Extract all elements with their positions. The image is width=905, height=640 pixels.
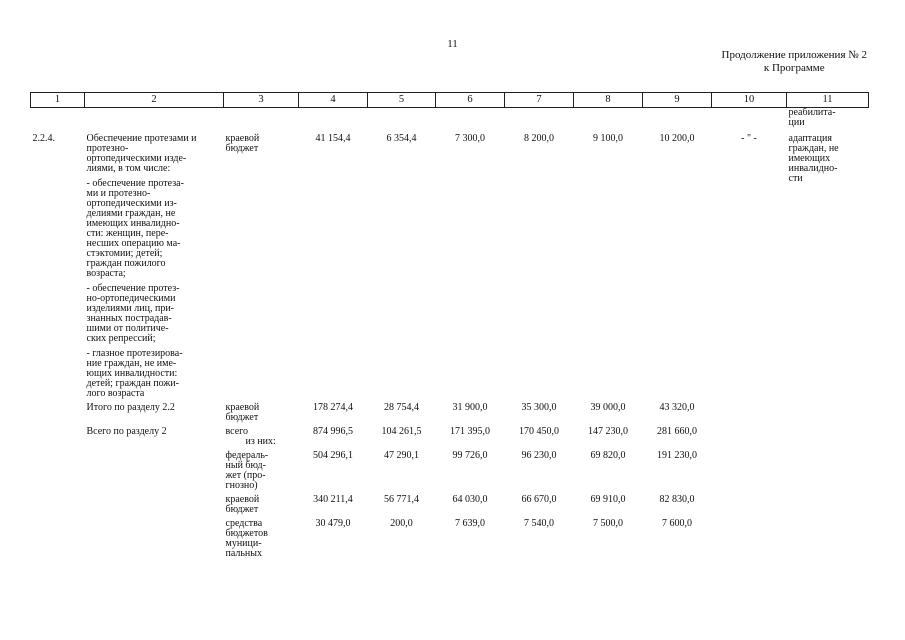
cell-col-1 [31, 399, 85, 423]
cell-col-5: 47 290,1 [384, 450, 419, 461]
cell-col-4: 340 211,4 [313, 494, 353, 505]
cell-description [85, 128, 224, 399]
cell-col-5: 200,0 [390, 518, 413, 529]
cell-col-10 [712, 423, 787, 447]
cell-col-9: 191 230,0 [657, 450, 697, 461]
cell-col-9: 82 830,0 [659, 494, 695, 505]
cell-col-11 [787, 423, 869, 447]
cell-col-5: 56 771,4 [384, 494, 419, 505]
cell-col-1 [31, 491, 85, 515]
cell-col-1 [31, 447, 85, 491]
cell-col-7: 7 540,0 [524, 518, 554, 529]
cell-col-4: 504 296,1 [313, 450, 353, 461]
cell-col-9: 43 320,0 [659, 402, 695, 413]
cell-col-3: краевой бюджет [225, 494, 260, 515]
table-row [31, 108, 869, 129]
cell-col-10: - " - [741, 133, 757, 144]
cell-col-10 [712, 491, 787, 515]
cell-col-10 [712, 108, 787, 129]
cell-col-4: 178 274,4 [313, 402, 353, 413]
cell-col-1: 2.2.4. [32, 133, 55, 144]
cell-col-6: 99 726,0 [452, 450, 488, 461]
cell-col-7: 8 200,0 [524, 133, 554, 144]
cell-col-9: 7 600,0 [662, 518, 692, 529]
col-header: 2 [85, 93, 224, 108]
cell-col-10 [712, 515, 787, 559]
cell-col-6: 171 395,0 [450, 426, 490, 437]
table-row [31, 447, 869, 491]
appendix-line-1: Продолжение приложения № 2 [721, 49, 867, 61]
cell-description [85, 423, 224, 447]
cell-description [85, 447, 224, 491]
cell-col-7: 35 300,0 [521, 402, 557, 413]
cell-col-4: 41 154,4 [315, 133, 351, 144]
page-number: 11 [447, 38, 458, 50]
cell-col-10 [712, 447, 787, 491]
cell-col-8: 9 100,0 [593, 133, 623, 144]
cell-col-9 [643, 108, 712, 129]
cell-col-5: 104 261,5 [381, 426, 422, 437]
cell-col-1 [31, 423, 85, 447]
cell-col-6: 7 639,0 [455, 518, 485, 529]
cell-col-9: 10 200,0 [659, 133, 695, 144]
table-row [31, 491, 869, 515]
cell-col-9: 281 660,0 [657, 426, 697, 437]
cell-col-4: 30 479,0 [315, 518, 351, 529]
col-header: 11 [787, 93, 869, 108]
cell-col-7: 170 450,0 [519, 426, 559, 437]
cell-col-3: федераль- ный бюд- жет (про- гнозно) [225, 450, 269, 491]
cell-description [85, 108, 224, 129]
cell-description [85, 491, 224, 515]
appendix-caption [722, 49, 867, 75]
cell-col-4 [299, 108, 368, 129]
cell-col-3: краевой бюджет [225, 402, 260, 423]
col-header: 8 [574, 93, 643, 108]
cell-col-4: 874 996,5 [313, 426, 353, 437]
cell-col-8: 39 000,0 [590, 402, 626, 413]
cell-col-6 [436, 108, 505, 129]
cell-col-7 [505, 108, 574, 129]
cell-col-8: 7 500,0 [593, 518, 623, 529]
cell-col-6: 31 900,0 [452, 402, 488, 413]
col-header: 1 [31, 93, 85, 108]
cell-col-3: всего из них: [225, 426, 276, 447]
cell-col-10 [712, 399, 787, 423]
col-header: 5 [368, 93, 436, 108]
program-table [30, 92, 869, 559]
cell-col-6: 64 030,0 [452, 494, 488, 505]
cell-col-11: адаптация граждан, не имеющих инвалидно- сти [788, 133, 839, 184]
description-paragraph: Итого по разделу 2.2 [86, 402, 175, 413]
description-paragraph: - обеспечение протеза- ми и протезно- ортопедическими из- делиями граждан, не имеющих инвалидно- сти: женщин, пере- несших операцию ма- стэктомии; детей; граждан пожилого возраста; [86, 178, 184, 279]
col-header: 4 [299, 93, 368, 108]
col-header: 3 [224, 93, 299, 108]
table-row [31, 515, 869, 559]
cell-description [85, 515, 224, 559]
col-header: 9 [643, 93, 712, 108]
cell-col-3 [224, 108, 299, 129]
cell-col-7: 96 230,0 [521, 450, 557, 461]
description-paragraph: - глазное протезирова- ние граждан, не име- ющих инвалидности: детей; граждан пожи- лого возраста [86, 348, 183, 399]
table-row [31, 128, 869, 399]
col-header: 10 [712, 93, 787, 108]
cell-col-8: 69 910,0 [590, 494, 626, 505]
cell-col-11: реабилита- ции [788, 107, 836, 128]
header-row [31, 93, 869, 108]
cell-col-11 [787, 447, 869, 491]
cell-col-11 [787, 491, 869, 515]
table-row [31, 423, 869, 447]
cell-col-8: 69 820,0 [590, 450, 626, 461]
cell-col-11 [787, 515, 869, 559]
cell-col-3: краевой бюджет [225, 133, 260, 154]
cell-col-11 [787, 399, 869, 423]
description-paragraph: Обеспечение протезами и протезно- ортопедическими изде- лиями, в том числе: [86, 133, 197, 174]
col-header: 7 [505, 93, 574, 108]
cell-col-1 [31, 108, 85, 129]
cell-col-8: 147 230,0 [588, 426, 628, 437]
cell-col-5: 28 754,4 [384, 402, 419, 413]
cell-col-8 [574, 108, 643, 129]
cell-col-5: 6 354,4 [386, 133, 417, 144]
description-paragraph: Всего по разделу 2 [86, 426, 167, 437]
cell-description [85, 399, 224, 423]
table-row [31, 399, 869, 423]
cell-col-7: 66 670,0 [521, 494, 557, 505]
cell-col-3: средства бюджетов муници- пальных [225, 518, 268, 559]
appendix-line-2: к Программе [763, 62, 825, 74]
col-header: 6 [436, 93, 505, 108]
cell-col-1 [31, 515, 85, 559]
cell-col-6: 7 300,0 [455, 133, 485, 144]
cell-col-5 [368, 108, 436, 129]
description-paragraph: - обеспечение протез- но-ортопедическими изделиями лиц, при- знанных пострадав- шими от политиче- ских репрессий; [86, 283, 180, 344]
